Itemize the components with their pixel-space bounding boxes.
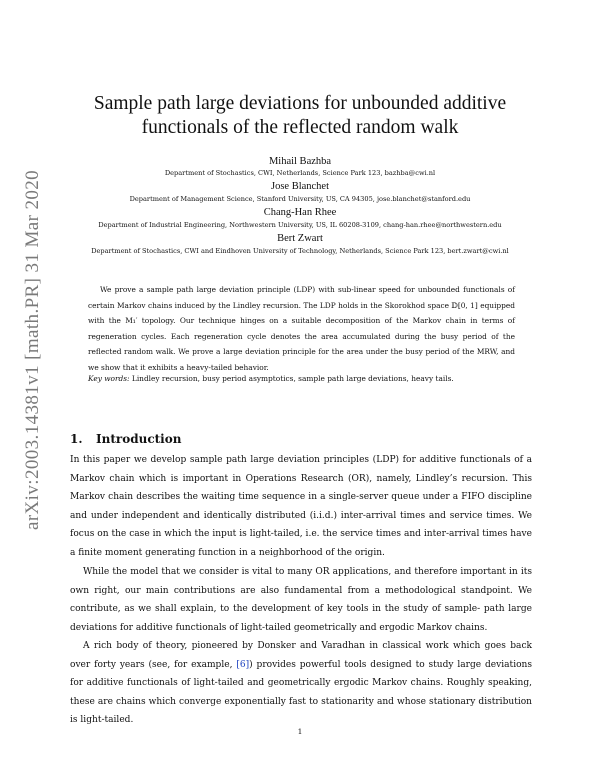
citation-link[interactable]: [6] — [236, 659, 250, 670]
keywords-text: Lindley recursion, busy period asymptotics, sample path large deviations, heavy tails. — [131, 374, 454, 383]
paragraph-text: A rich body of theory, pioneered by Donsker and Varadhan in classical work which goes back over forty years (see, for example, — [70, 641, 532, 670]
keywords — [88, 374, 518, 383]
keywords-label: Key words: — [88, 374, 130, 383]
author-affiliation: Department of Stochastics, CWI, Netherlands, Science Park 123, bazhba@cwi.nl — [164, 169, 436, 177]
author-name: Bert Zwart — [277, 233, 323, 244]
section-heading — [70, 432, 181, 446]
section-number: 1. — [70, 432, 83, 446]
paper-title: Sample path large deviations for unbounded additive functionals of the reflected random walk — [93, 93, 507, 138]
section-title: Introduction — [96, 432, 182, 446]
intro-paragraph-3 — [70, 637, 532, 730]
paragraph-text: ) provides powerful tools designed to study large deviations for additive functionals of light-tailed and geometrically ergodic Markov chains. Roughly speaking, these are chains which converge exponentially fast to stationarity and whose stationary distribution is light-tailed. — [70, 659, 533, 726]
author-affiliation: Department of Stochastics, CWI and Eindhoven University of Technology, Netherlands, Science Park 123, bert.zwart@cwi.nl — [91, 247, 509, 255]
page-number: 1 — [297, 727, 303, 736]
paragraph-text: In this paper we develop sample path large deviation principles (LDP) for additive functionals of a Markov chain which is important in Operations Research (OR), namely, Lindley’s recursion. This Markov chain describes the waiting time sequence in a single-server queue under a FIFO discipline and under independent and identically distributed (i.i.d.) inter-arrival times and service times. We focus on the case in which the input is light-tailed, i.e. the service times and inter-arrival times have a finite moment generating function in a neighborhood of the origin. — [70, 455, 532, 558]
abstract — [88, 282, 515, 376]
author-name: Jose Blanchet — [270, 181, 330, 192]
paragraph-text: While the model that we consider is vital to many OR applications, and therefore important in its own right, our main contributions are also fundamental from a methodological standpoint. We contribute, as we shall explain, to the development of key tools in the study of sample- path large deviations for additive functionals of light-tailed geometrically and ergodic Markov chains. — [70, 567, 532, 633]
arxiv-identifier-stamp: arXiv:2003.14381v1 [math.PR] 31 Mar 2020 — [22, 169, 43, 530]
author-name: Chang-Han Rhee — [263, 207, 337, 218]
author-name: Mihail Bazhba — [268, 156, 332, 167]
intro-paragraph-2 — [70, 563, 532, 637]
author-affiliation: Department of Industrial Engineering, Northwestern University, US, IL 60208-3109, chang-han.rhee@northwestern.edu — [98, 221, 502, 229]
author-affiliation: Department of Management Science, Stanford University, US, CA 94305, jose.blanchet@stanford.edu — [129, 195, 471, 203]
abstract-text: We prove a sample path large deviation principle (LDP) with sub-linear speed for unbounded functionals of certain Markov chains induced by the Lindley recursion. The LDP holds in the Skorokhod space 𝔻[0, 1] equipped with the M₁′ topology. Our technique hinges on a suitable decomposition of the Markov chain in terms of regeneration cycles. Each regeneration cycle denotes the area accumulated during the busy period of the reflected random walk. We prove a large deviation principle for the area under the busy period of the MRW, and we show that it exhibits a heavy-tailed behavior. — [88, 285, 515, 372]
intro-paragraph-1 — [70, 451, 532, 563]
